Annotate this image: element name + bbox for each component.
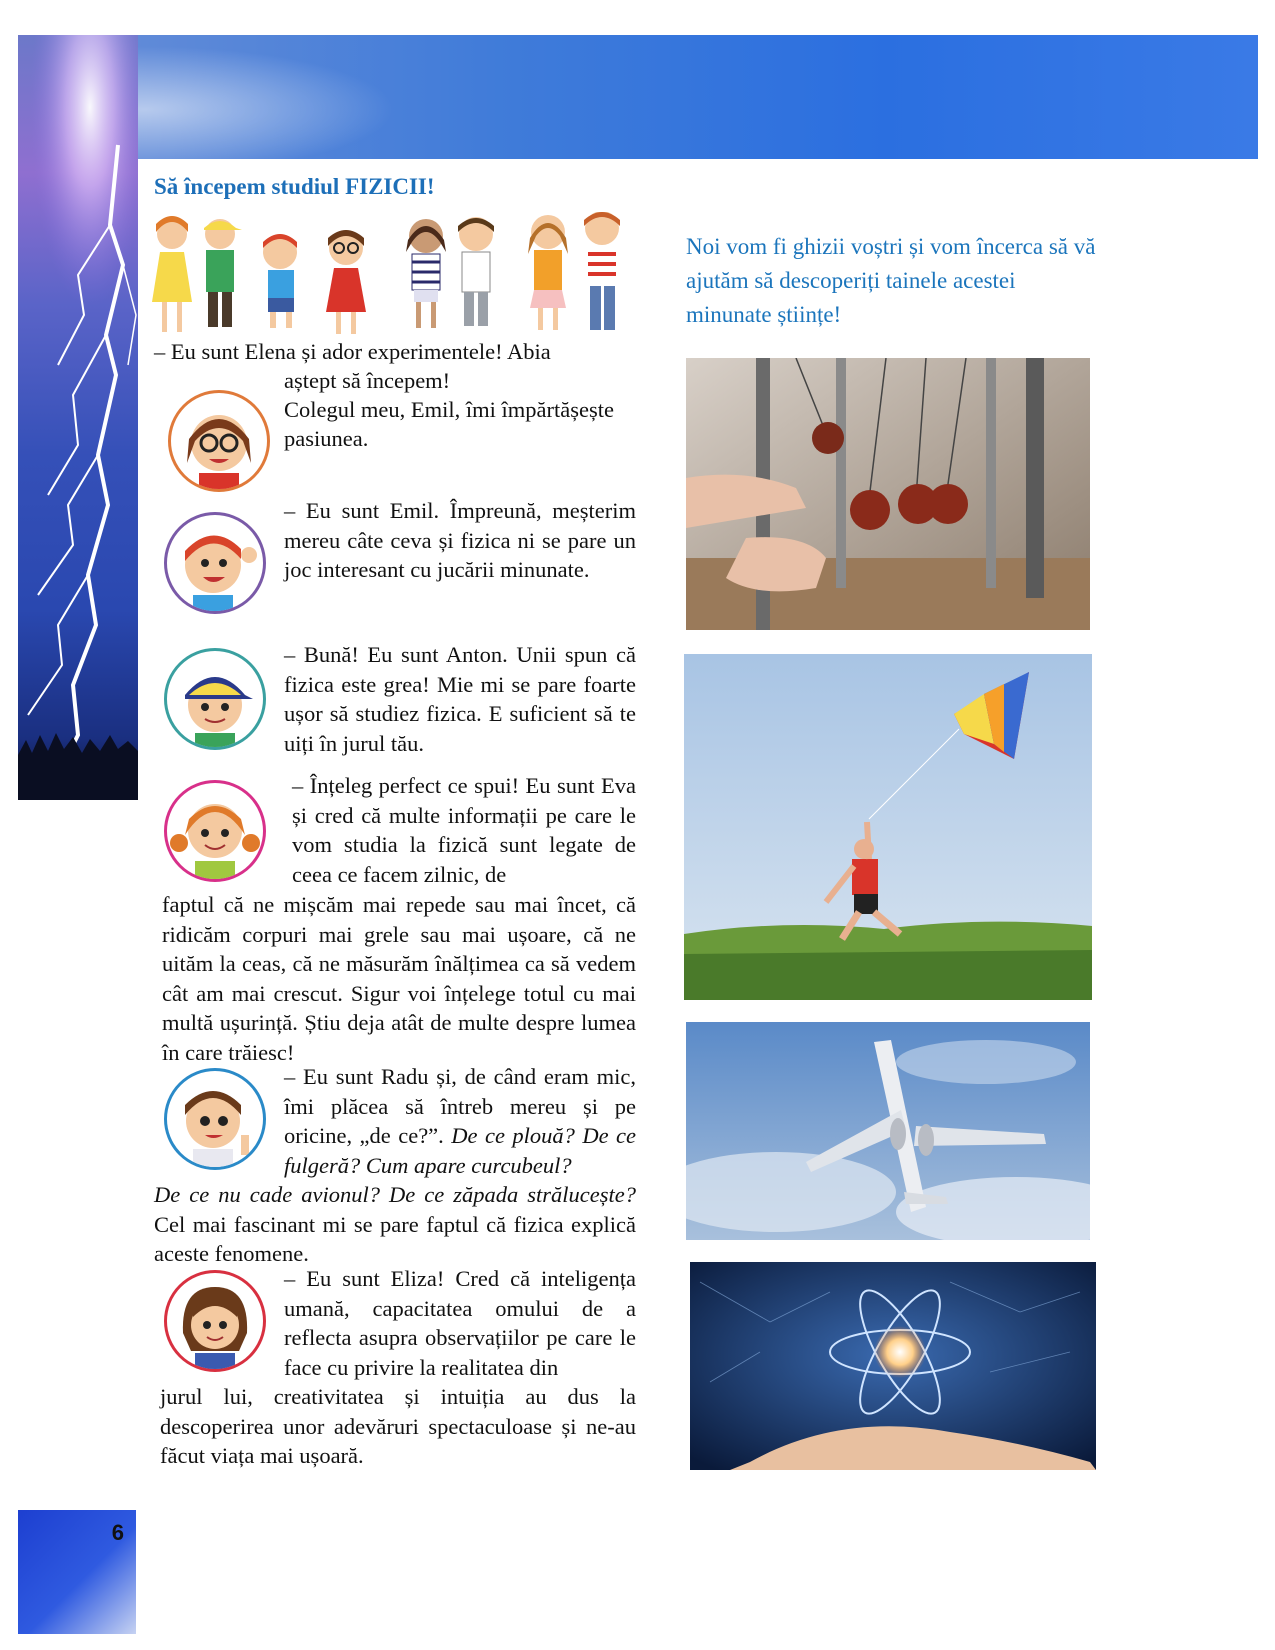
page-title: Să începem studiul FIZICII! bbox=[154, 174, 435, 199]
speaker-radu-text-b: Cel mai fascinant mi se pare faptul că fizica explică aceste fenomene. bbox=[154, 1211, 636, 1266]
page-number-box bbox=[18, 1510, 136, 1634]
lightning-icon bbox=[18, 35, 138, 800]
speaker-elena-line3: Colegul meu, Emil, îmi împărtășește bbox=[284, 397, 614, 422]
avatar-radu bbox=[164, 1068, 266, 1170]
lightning-strip bbox=[18, 35, 138, 800]
avatar-anton bbox=[164, 648, 266, 750]
speaker-elena-line2: aștept să începem! bbox=[284, 368, 451, 393]
speaker-eliza-text-a: – Eu sunt Eliza! Cred că inteligența umană, capacitatea omului de a reflecta asupra observațiilor pe care le face cu privire la realitatea din bbox=[284, 1266, 636, 1380]
photo-airplane bbox=[686, 1022, 1090, 1240]
avatar-emil bbox=[164, 512, 266, 614]
speaker-anton-text: – Bună! Eu sunt Anton. Unii spun că fizica este grea! Mie mi se pare foarte ușor să studiez fizica. E suficient să te uiți în jurul tău. bbox=[284, 642, 636, 756]
speaker-elena-line4: pasiunea. bbox=[284, 426, 369, 451]
children-illustration bbox=[150, 212, 660, 347]
header-band bbox=[18, 35, 1258, 159]
speaker-radu-text-a: – Eu sunt Radu și, de când eram mic, îmi plăcea să întreb mereu și pe oricine, „de ce?”. bbox=[284, 1064, 636, 1148]
photo-newtons-cradle bbox=[686, 358, 1090, 630]
photo-atom-hand bbox=[690, 1262, 1096, 1470]
kid-figure bbox=[152, 216, 192, 332]
speaker-eliza-text-b: jurul lui, creativitatea și intuiția au dus la descoperirea unor adevăruri spectaculoase și ne-au făcut viața mai ușoară. bbox=[160, 1384, 636, 1468]
speaker-elena-line1: – Eu sunt Elena și ador experimentele! Abia bbox=[154, 339, 551, 364]
page-number: 6 bbox=[111, 1520, 124, 1545]
speaker-radu-rest bbox=[154, 1180, 636, 1269]
speaker-eva-text-b: faptul că ne mișcăm mai repede sau mai încet, că ridicăm corpuri mai grele sau mai ușoare, că ne uităm la ceas, că ne măsurăm înălțimea ca să vedem cât am mai crescut. Sigur voi înțelege totul cu mai multă ușurință. Știu deja atât de multe despre lumea în care trăiesc! bbox=[162, 892, 636, 1065]
intro-text: Noi vom fi ghizii voștri și vom încerca să vă ajutăm să descoperiți tainele acestei minunate științe! bbox=[686, 234, 1096, 327]
avatar-eliza bbox=[164, 1270, 266, 1372]
speaker-emil-text: – Eu sunt Emil. Împreună, meșterim mereu câte ceva și fizica ni se pare un joc interesant cu jucării minunate. bbox=[284, 498, 636, 582]
speaker-eva-text-a: – Înțeleg perfect ce spui! Eu sunt Eva și cred că multe informații pe care le vom studia la fizică sunt legate de ceea ce facem zilnic, de bbox=[292, 773, 636, 887]
speaker-radu-questions-a: De ce plouă? De ce fulgeră? Cum apare curcubeul? bbox=[284, 1123, 637, 1178]
speaker-radu-intro bbox=[284, 1062, 636, 1180]
speaker-radu-questions-b: De ce nu cade avionul? De ce zăpada strălucește? bbox=[154, 1182, 636, 1207]
avatar-eva bbox=[164, 780, 266, 882]
avatar-elena bbox=[168, 390, 270, 492]
photo-kite bbox=[684, 654, 1092, 1000]
